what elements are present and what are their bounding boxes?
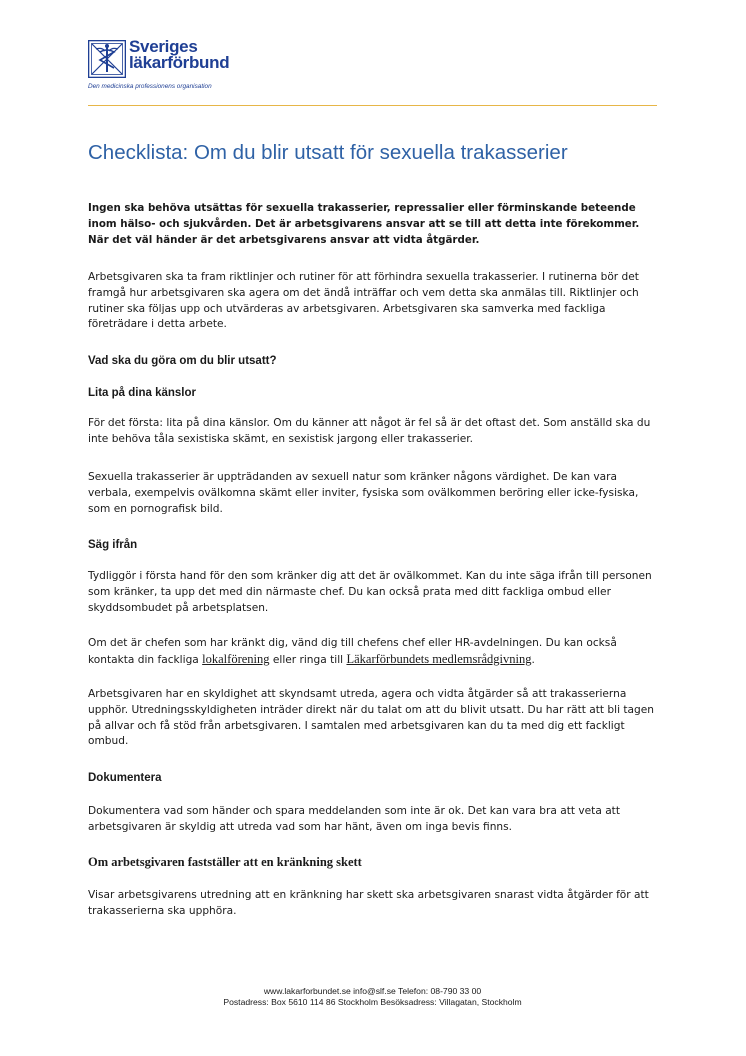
- caduceus-emblem-icon: [88, 40, 126, 78]
- heading-document: Dokumentera: [88, 772, 162, 784]
- footer-contact-line: www.lakarforbundet.se info@slf.se Telefon: 08-790 33 00: [263, 986, 482, 996]
- violation-confirmed-paragraph: Visar arbetsgivarens utredning att en kränkning har skett ska arbetsgivaren snarast vidta åtgärder för att trakasserierna ska upphöra.: [88, 889, 649, 917]
- heading-speak-up: Säg ifrån: [88, 539, 138, 551]
- document-paragraph: Dokumentera vad som händer och spara meddelanden som inte är ok. Det kan vara bra att veta att arbetsgivaren är skyldig att utreda vad som har hänt, även om inga bevis finns.: [88, 805, 620, 833]
- medlemsradgivning-link[interactable]: Läkarförbundets medlemsrådgivning: [346, 651, 532, 666]
- header-divider: [88, 105, 657, 106]
- trust-feelings-paragraph-2: Sexuella trakasserier är uppträdanden av sexuell natur som kränker någons värdighet. De kan vara verbala, exempelvis ovälkomna skämt eller inviter, fysiska som ovälkommen beröring eller icke-fysiska, som en pornografisk bild.: [88, 471, 639, 515]
- speak-up-text-b: eller ringa till: [269, 653, 347, 666]
- page-footer: [88, 986, 657, 1008]
- logo-line-2: läkarförbund: [129, 53, 230, 72]
- lead-paragraph: Ingen ska behöva utsättas för sexuella trakasserier, repressalier eller förminskande beteende inom hälso- och sjukvården. Det är arbetsgivarens ansvar att se till att detta inte förekommer. När det väl händer är det arbetsgivarens ansvar att vidta åtgärder.: [88, 202, 640, 246]
- organization-logo: [88, 37, 248, 94]
- speak-up-text-a: Om det är chefen som har kränkt dig, vänd dig till chefens chef eller HR-avdelningen. Du kan också kontakta din fackliga: [88, 637, 617, 666]
- trust-feelings-paragraph-1: För det första: lita på dina känslor. Om du känner att något är fel så är det oftast det. Som anställd ska du inte behöva tåla sexistiska skämt, en sexistisk jargong eller trakasserier.: [88, 417, 651, 445]
- heading-trust-feelings: Lita på dina känslor: [88, 387, 196, 399]
- lokalforening-link[interactable]: lokalförening: [202, 651, 270, 666]
- speak-up-paragraph-1: Tydliggör i första hand för den som kränker dig att det är ovälkommet. Kan du inte säga ifrån till personen som kränker, ta upp det med din närmaste chef. Du kan också prata med ditt fackliga ombud eller skyddsombudet på arbetsplatsen.: [88, 570, 652, 614]
- intro-paragraph: Arbetsgivaren ska ta fram riktlinjer och rutiner för att förhindra sexuella trakasserier. I rutinerna bör det framgå hur arbetsgivaren ska agera om det ändå inträffar och vem detta ska anmälas till. Riktlinjer och rutiner ska följas upp och utvärderas av arbetsgivaren. Arbetsgivaren ska samverka med fackliga företrädare i detta arbete.: [88, 271, 639, 331]
- logo-line-1: Sveriges: [129, 37, 198, 56]
- heading-violation-confirmed: Om arbetsgivaren fastställer att en kränkning skett: [88, 855, 362, 869]
- logo-wordmark: [129, 39, 229, 71]
- speak-up-paragraph-3: Arbetsgivaren har en skyldighet att skyndsamt utreda, agera och vidta åtgärder så att trakasserierna upphör. Utredningsskyldigheten inträder direkt när du talat om att du blivit utsatt. Du har rätt att bli tagen på allvar och få stöd från arbetsgivaren. I samtalen med arbetsgivaren kan du ta med dig ett fackligt ombud.: [88, 688, 654, 748]
- section-question-heading: Vad ska du göra om du blir utsatt?: [88, 355, 277, 367]
- document-title: Checklista: Om du blir utsatt för sexuella trakasserier: [88, 141, 568, 164]
- speak-up-paragraph-2: [88, 636, 663, 669]
- speak-up-text-c: .: [531, 653, 535, 666]
- footer-address-line: Postadress: Box 5610 114 86 Stockholm Besöksadress: Villagatan, Stockholm: [223, 997, 522, 1007]
- logo-tagline: Den medicinska professionens organisation: [88, 83, 212, 90]
